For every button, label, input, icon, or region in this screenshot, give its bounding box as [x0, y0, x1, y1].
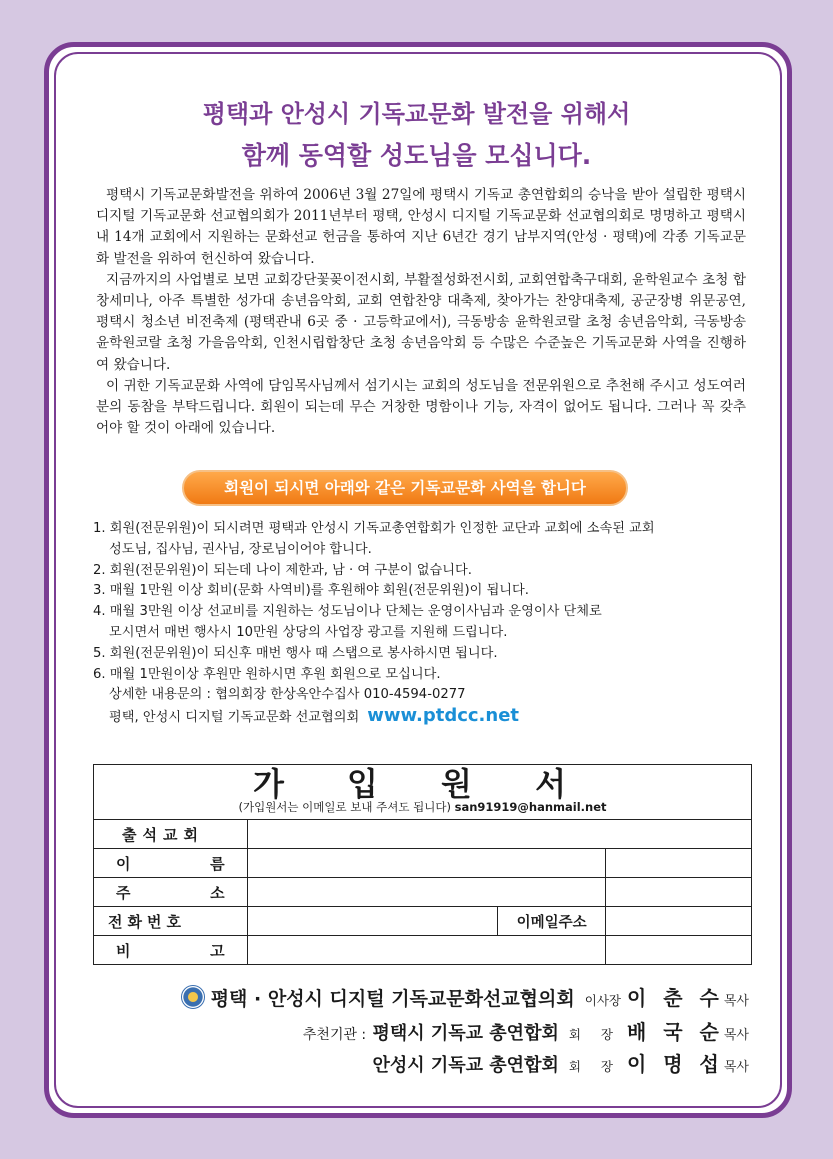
headline-line-1: 평택과 안성시 기독교문화 발전을 위해서 [202, 100, 631, 128]
list-item: 성도님, 집사님, 권사님, 장로님이어야 합니다. [109, 541, 372, 557]
email-label: 이메일주소 [498, 907, 606, 936]
council-logo-icon [181, 985, 205, 1009]
church-label-text: 출석교회 [122, 825, 204, 844]
signature-line-1 [181, 982, 749, 1011]
sig1-role: 이사장 [584, 993, 621, 1008]
note-field[interactable] [247, 936, 605, 965]
sig1-suffix: 목사 [723, 994, 749, 1009]
headline-line-2: 함께 동역할 성도님을 모십니다. [241, 141, 592, 170]
website-link[interactable]: www.ptdcc.net [367, 705, 520, 727]
intro-paragraph: 평택시 기독교문화발전을 위하여 2006년 3월 27일에 평택시 기독교 총연합회의 승낙을 받아 설립한 평택시 디지털 기독교문화 선교협의회가 2011년부터 평택, 안성시 디지털 기독교문화 선교협의회로 명명하고 평택시내 14개 교회에서 지원하는 문화선교 헌금을 통하여 지난 6년간 경기 남부지역(안성 · 평택)에 각종 기독교문화 발전을 위하여 헌신하여 왔습니다. [96, 187, 746, 267]
signature-line-3 [372, 1048, 749, 1077]
membership-conditions [93, 519, 753, 729]
phone-label [94, 907, 248, 936]
note-extra-field[interactable] [606, 936, 752, 965]
application-form-header [93, 764, 752, 820]
signature-line-2 [303, 1016, 749, 1045]
sig3-org: 안성시 기독교 총연합회 [372, 1055, 559, 1076]
org-line [93, 706, 753, 729]
address-label [94, 878, 248, 907]
application-form [93, 819, 752, 965]
church-field[interactable] [247, 820, 751, 849]
email-field[interactable] [606, 907, 752, 936]
list-item: 모시면서 매번 행사시 10만원 상당의 사업장 광고를 지원해 드립니다. [109, 624, 508, 640]
phone-label-text: 전화번호 [108, 912, 186, 931]
sig2-org: 평택시 기독교 총연합회 [372, 1023, 559, 1044]
sig2-suffix: 목사 [723, 1028, 749, 1043]
sig2-name: 배 국 순 [626, 1020, 724, 1044]
form-row-name [94, 849, 752, 878]
form-row-phone [94, 907, 752, 936]
list-item: 6. 매월 1만원이상 후원만 원하시면 후원 회원으로 모십니다. [93, 666, 441, 682]
phone-field[interactable] [247, 907, 498, 936]
name-extra-field[interactable] [606, 849, 752, 878]
section-banner: 회원이 되시면 아래와 같은 기독교문화 사역을 합니다 [182, 470, 628, 506]
org-name: 평택, 안성시 디지털 기독교문화 선교협의회 [109, 710, 360, 726]
address-extra-field[interactable] [606, 878, 752, 907]
intro-paragraph: 이 귀한 기독교문화 사역에 담임목사님께서 섬기시는 교회의 성도님을 전문위원으로 추천해 주시고 성도여러분의 동참을 부탁드립니다. 회원이 되는데 무슨 거창한 명함이나 기능, 자격이 없어도 됩니다. 그러나 꼭 갖추어야 할 것이 아래에 있습니다. [96, 377, 746, 437]
sig3-name: 이 명 섭 [626, 1052, 724, 1076]
name-field[interactable] [247, 849, 605, 878]
sig2-role: 회 장 [568, 1027, 621, 1042]
list-item: 5. 회원(전문위원)이 되신후 매번 행사 때 스탭으로 봉사하시면 됩니다. [93, 645, 498, 661]
form-row-church [94, 820, 752, 849]
intro-paragraph: 지금까지의 사업별로 보면 교회강단꽃꽂이전시회, 부활절성화전시회, 교회연합축구대회, 윤학원교수 초청 합창세미나, 아주 특별한 성가대 송년음악회, 교회 연합찬양 대축제, 찾아가는 찬양대축제, 공군장병 위문공연, 평택시 청소년 비전축제 (평택관내 6곳 중 · 고등학교에서), 극동방송 윤학원코랄 초청 송년음악회, 극동방송 윤학원코랄 초청 가을음악회, 인천시립합창단 초청 송년음악회 등 수많은 수준높은 기독교문화 사역을 진행하여 왔습니다. [96, 271, 746, 373]
intro-text [96, 185, 746, 439]
list-item: 3. 매월 1만원 이상 회비(문화 사역비)를 후원해야 회원(전문위원)이 됩니다. [93, 583, 529, 599]
name-label-b: 름 [210, 854, 225, 873]
form-email: san91919@hanmail.net [454, 800, 607, 814]
sig3-suffix: 목사 [723, 1060, 749, 1075]
sig1-org: 평택 · 안성시 디지털 기독교문화선교협의회 [210, 988, 575, 1010]
form-note: (가입원서는 이메일로 보내 주셔도 됩니다) [238, 800, 451, 814]
form-title: 가 입 원 서 [252, 765, 593, 803]
list-item: 2. 회원(전문위원)이 되는데 나이 제한과, 남 · 여 구분이 없습니다. [93, 562, 472, 578]
list-item: 4. 매월 3만원 이상 선교비를 지원하는 성도님이나 단체는 운영이사님과 운영이사 단체로 [93, 604, 602, 620]
name-label [94, 849, 248, 878]
sig3-role: 회 장 [568, 1059, 621, 1074]
note-label-a: 비 [116, 941, 131, 960]
list-item: 1. 회원(전문위원)이 되시려면 평택과 안성시 기독교총연합회가 인정한 교단과 교회에 소속된 교회 [93, 521, 655, 536]
form-row-address [94, 878, 752, 907]
sig2-prefix: 추천기관 : [302, 1027, 367, 1043]
inquiry-line: 상세한 내용문의 : 협의회장 한상옥안수집사 010-4594-0277 [109, 687, 466, 703]
address-field[interactable] [247, 878, 605, 907]
name-label-a: 이 [116, 854, 131, 873]
address-label-a: 주 [116, 883, 131, 902]
sig1-name: 이 춘 수 [626, 986, 724, 1010]
form-row-note [94, 936, 752, 965]
address-label-b: 소 [210, 883, 225, 902]
note-label-b: 고 [210, 941, 225, 960]
note-label [94, 936, 248, 965]
form-subtitle [94, 799, 751, 815]
church-label [94, 820, 248, 849]
